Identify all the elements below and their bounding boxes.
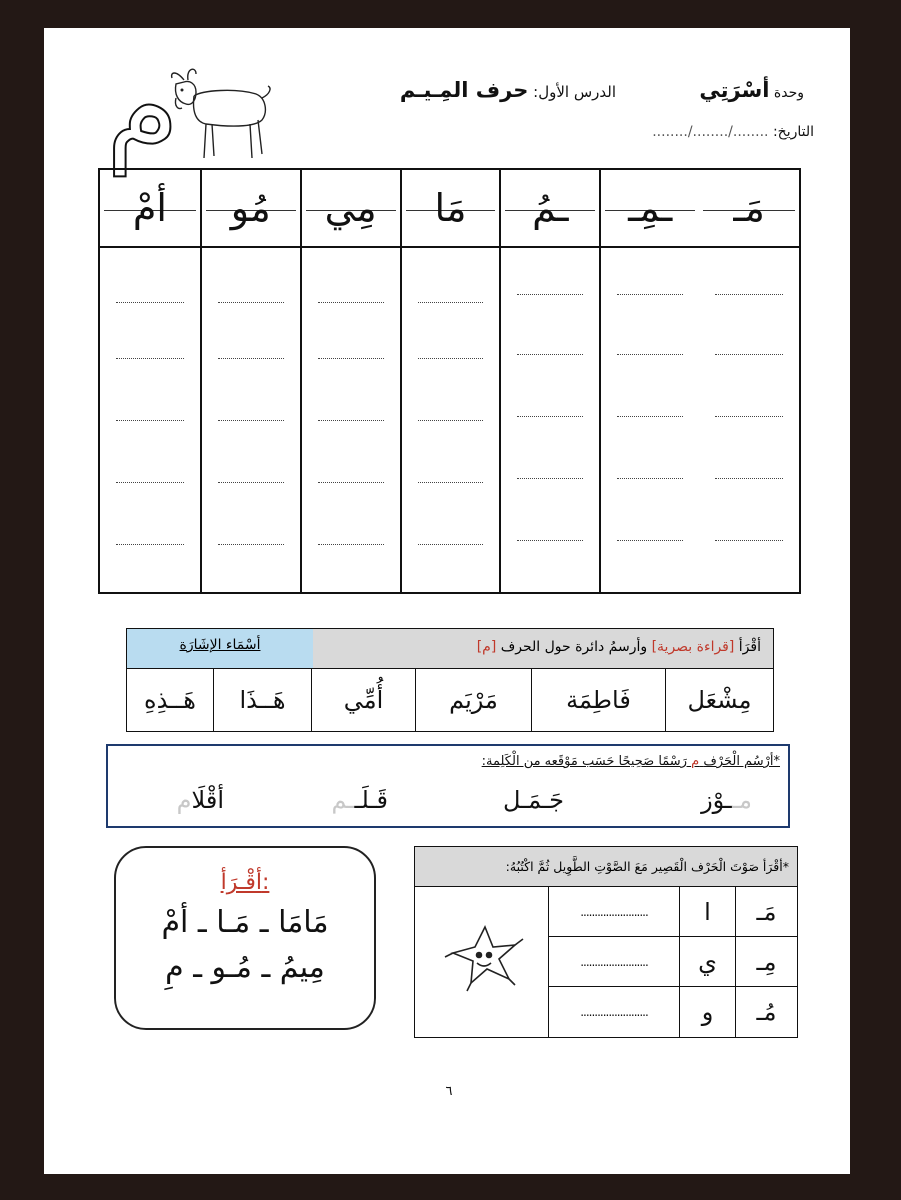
sound-row <box>549 937 797 987</box>
practice-column <box>499 170 599 592</box>
writing-dotted-line[interactable] <box>517 354 583 355</box>
writing-dotted-line[interactable] <box>116 358 184 359</box>
answer-blank[interactable]: ........................ <box>580 954 648 969</box>
writing-dotted-line[interactable] <box>418 544 484 545</box>
short-long-sound-table <box>414 846 798 1038</box>
reading-word[interactable]: أُمِّي <box>311 669 415 731</box>
star-character-icon <box>415 887 549 1037</box>
writing-dotted-line[interactable] <box>517 294 583 295</box>
draw-word[interactable] <box>332 786 389 814</box>
demonstrative-word[interactable]: هَــذِهِ <box>144 686 196 714</box>
writing-dotted-line[interactable] <box>715 416 783 417</box>
writing-dotted-line[interactable] <box>318 544 384 545</box>
letter-form: ـمُ <box>532 186 569 230</box>
practice-column-header <box>601 170 699 248</box>
writing-dotted-line[interactable] <box>517 540 583 541</box>
ghost-letter: ـم <box>331 786 355 814</box>
reading-title-middle: وأرسمُ دائرة حول الحرف <box>500 639 648 655</box>
writing-dotted-line[interactable] <box>715 294 783 295</box>
word-part: ـوْز <box>701 786 733 814</box>
writing-dotted-line[interactable] <box>218 544 284 545</box>
draw-instruction-letter: م <box>691 754 700 769</box>
writing-dotted-line[interactable] <box>418 358 484 359</box>
date-line <box>604 124 814 140</box>
sound-table-title: *أقْرَأ صَوْتَ الْحَرْف الْقَصِير مَعَ الصَّوْتِ الطَّوِيل ثُمَّ اكْتُبُهُ: <box>415 847 797 887</box>
long-sound: ي <box>679 937 735 986</box>
letter-form: مِي <box>324 186 377 230</box>
visual-reading-table <box>126 628 774 732</box>
writing-dotted-line[interactable] <box>318 420 384 421</box>
writing-dotted-line[interactable] <box>617 354 683 355</box>
practice-column-header <box>302 170 400 248</box>
practice-column <box>300 170 400 592</box>
draw-word[interactable] <box>701 786 752 814</box>
draw-word[interactable] <box>177 786 224 814</box>
writing-dotted-line[interactable] <box>617 478 683 479</box>
practice-column-header <box>501 170 599 248</box>
big-letter-outline: م <box>106 38 180 176</box>
long-sound: ا <box>679 887 735 936</box>
writing-dotted-line[interactable] <box>218 302 284 303</box>
writing-dotted-line[interactable] <box>715 540 783 541</box>
reading-title-bracket: [قراءة بصرية] <box>651 639 735 655</box>
practice-column-header <box>699 170 799 248</box>
sound-row <box>549 887 797 937</box>
writing-dotted-line[interactable] <box>617 294 683 295</box>
reading-title-letter: [م] <box>476 639 497 655</box>
practice-column-header <box>202 170 300 248</box>
practice-column <box>200 170 300 592</box>
writing-dotted-line[interactable] <box>617 540 683 541</box>
writing-dotted-line[interactable] <box>116 544 184 545</box>
long-sound: و <box>679 987 735 1037</box>
practice-column <box>599 170 699 592</box>
writing-dotted-line[interactable] <box>418 482 484 483</box>
draw-letter-box <box>106 744 790 828</box>
writing-dotted-line[interactable] <box>418 420 484 421</box>
reading-word[interactable]: فَاطِمَة <box>531 669 665 731</box>
letter-form: مَـ <box>733 186 765 230</box>
writing-dotted-line[interactable] <box>218 358 284 359</box>
lesson-label: الدرس الأول: <box>533 83 616 101</box>
ghost-letter: مـ <box>732 786 752 814</box>
reading-title-prefix: أقْرَأ <box>738 639 761 655</box>
writing-dotted-line[interactable] <box>218 420 284 421</box>
demonstrative-word[interactable]: هَــذَا <box>213 669 311 731</box>
lesson-title <box>376 78 616 102</box>
writing-dotted-line[interactable] <box>116 420 184 421</box>
letter-form: مَا <box>434 186 467 230</box>
reading-header <box>311 629 773 669</box>
draw-instruction-end: رَسْمًا صَحِيحًا حَسَب مَوْقَعه من الْكَلِمة: <box>481 754 687 769</box>
short-sound: مُـ <box>735 987 797 1037</box>
read-box-line: مَامَا ـ مَـا ـ أمْ <box>161 905 329 940</box>
demonstratives-header: أسْمَاء الإشَارَة <box>127 629 313 669</box>
page-number: ٦ <box>445 1084 453 1099</box>
lesson-name: حرف المِـيـم <box>399 78 529 102</box>
writing-dotted-line[interactable] <box>318 302 384 303</box>
word-part: قَـلَـ <box>354 786 388 814</box>
practice-column-header <box>402 170 500 248</box>
date-label: التاريخ: <box>772 124 814 140</box>
word-part: جَـمَـل <box>503 786 564 814</box>
short-sound: مِـ <box>735 937 797 986</box>
read-syllables-box <box>114 846 376 1030</box>
writing-dotted-line[interactable] <box>617 416 683 417</box>
read-box-line: مِيمُ ـ مُـو ـ مِ <box>165 950 325 985</box>
unit-label: وحدة <box>773 85 804 101</box>
reading-word[interactable]: مَرْيَم <box>415 669 531 731</box>
goat-icon <box>166 66 276 162</box>
practice-column <box>100 170 200 592</box>
draw-word[interactable] <box>503 786 564 814</box>
letter-form: مُو <box>230 186 271 230</box>
writing-dotted-line[interactable] <box>715 354 783 355</box>
writing-dotted-line[interactable] <box>418 302 484 303</box>
short-sound: مَـ <box>735 887 797 936</box>
unit-name: أسْرَتِي <box>699 78 770 102</box>
practice-column-header <box>100 170 200 248</box>
writing-dotted-line[interactable] <box>517 416 583 417</box>
answer-blank[interactable]: ........................ <box>580 1005 648 1019</box>
writing-dotted-line[interactable] <box>318 482 384 483</box>
word-part: أقْلَا <box>191 786 224 814</box>
writing-dotted-line[interactable] <box>116 482 184 483</box>
writing-dotted-line[interactable] <box>318 358 384 359</box>
letter-form: ـمِـ <box>628 186 673 230</box>
star-character <box>415 887 549 1037</box>
practice-column <box>699 170 799 592</box>
writing-dotted-line[interactable] <box>116 302 184 303</box>
writing-dotted-line[interactable] <box>715 478 783 479</box>
date-blank[interactable]: ......../......../........ <box>652 124 769 140</box>
writing-dotted-line[interactable] <box>517 478 583 479</box>
read-box-title: أقْـرَأ: <box>220 870 270 895</box>
practice-column <box>400 170 500 592</box>
sound-row <box>549 987 797 1037</box>
answer-blank[interactable]: ........................ <box>580 904 648 919</box>
worksheet-page <box>44 28 850 1174</box>
writing-dotted-line[interactable] <box>218 482 284 483</box>
letter-practice-grid <box>98 168 801 594</box>
reading-word[interactable]: مِشْعَل <box>665 669 773 731</box>
ghost-letter: م <box>176 786 192 814</box>
unit-title <box>644 78 804 102</box>
draw-instruction-start: *أرْسُم الْحَرْف <box>703 754 780 769</box>
draw-instruction <box>482 754 780 769</box>
letter-form: أمْ <box>132 186 167 230</box>
